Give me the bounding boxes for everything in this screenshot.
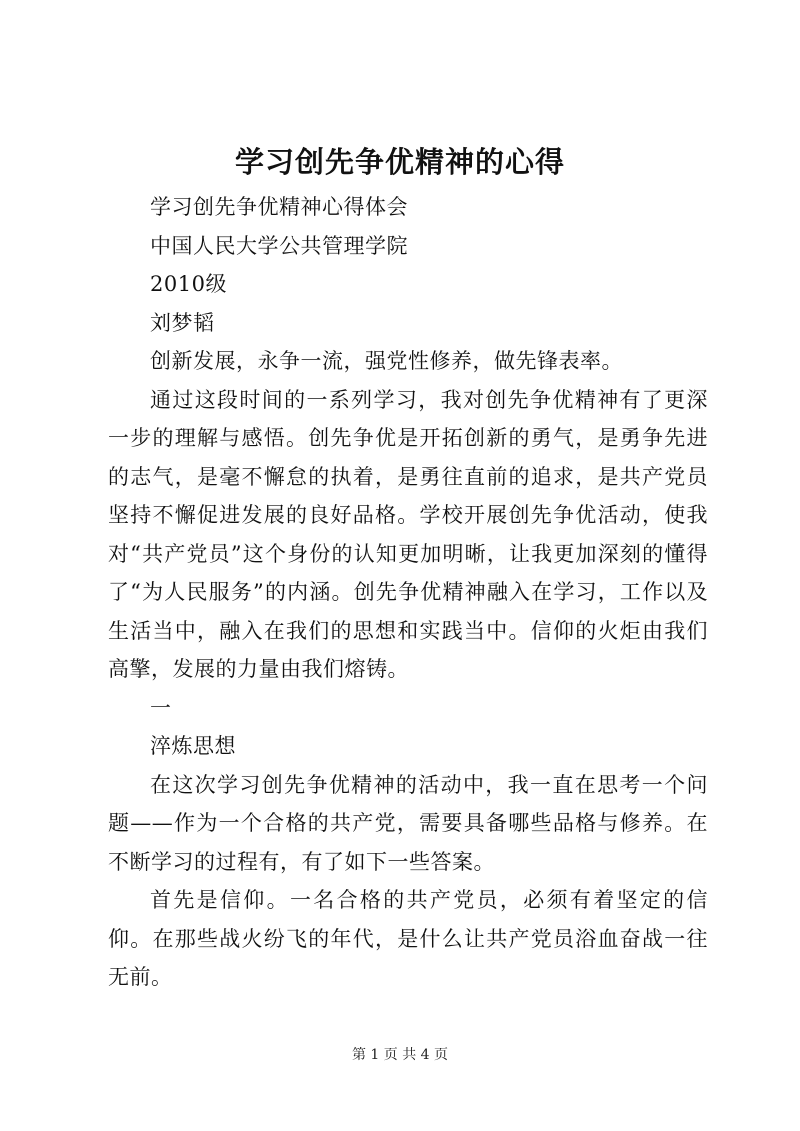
paragraph-belief: 首先是信仰。一名合格的共产党员，必须有着坚定的信仰。在那些战火纷飞的年代，是什么让共产党员浴血奋战一往无前。 xyxy=(108,888,708,989)
document-title: 学习创先争优精神的心得 xyxy=(234,145,565,179)
paragraph-grade: 2010级 xyxy=(150,272,227,296)
section-number: 一 xyxy=(150,695,172,720)
section-heading: 淬炼思想 xyxy=(150,734,236,758)
paragraph-motto: 创新发展，永争一流，强党性修养，做先锋表率。 xyxy=(150,349,623,373)
paragraph-author: 刘梦韬 xyxy=(150,310,215,335)
document-body xyxy=(108,188,708,997)
page-footer: 第 1 页 共 4 页 xyxy=(351,1047,449,1063)
paragraph-question: 在这次学习创先争优精神的活动中，我一直在思考一个问题——作为一个合格的共产党，需要具备哪些品格与修养。在不断学习的过程有，有了如下一些答案。 xyxy=(108,772,708,874)
paragraph-institution: 中国人民大学公共管理学院 xyxy=(150,233,408,258)
paragraph-subtitle: 学习创先争优精神心得体会 xyxy=(150,195,408,219)
paragraph-intro: 通过这段时间的一系列学习，我对创先争优精神有了更深一步的理解与感悟。创先争优是开拓创新的勇气，是勇争先进的志气，是毫不懈怠的执着，是勇往直前的追求，是共产党员坚持不懈促进发展的良好品格。学校开展创先争优活动，使我对“共产党员”这个身份的认知更加明晰，让我更加深刻的懂得了“为人民服务”的内涵。创先争优精神融入在学习，工作以及生活当中，融入在我们的思想和实践当中。信仰的火炬由我们高擎，发展的力量由我们熔铸。 xyxy=(108,387,708,681)
